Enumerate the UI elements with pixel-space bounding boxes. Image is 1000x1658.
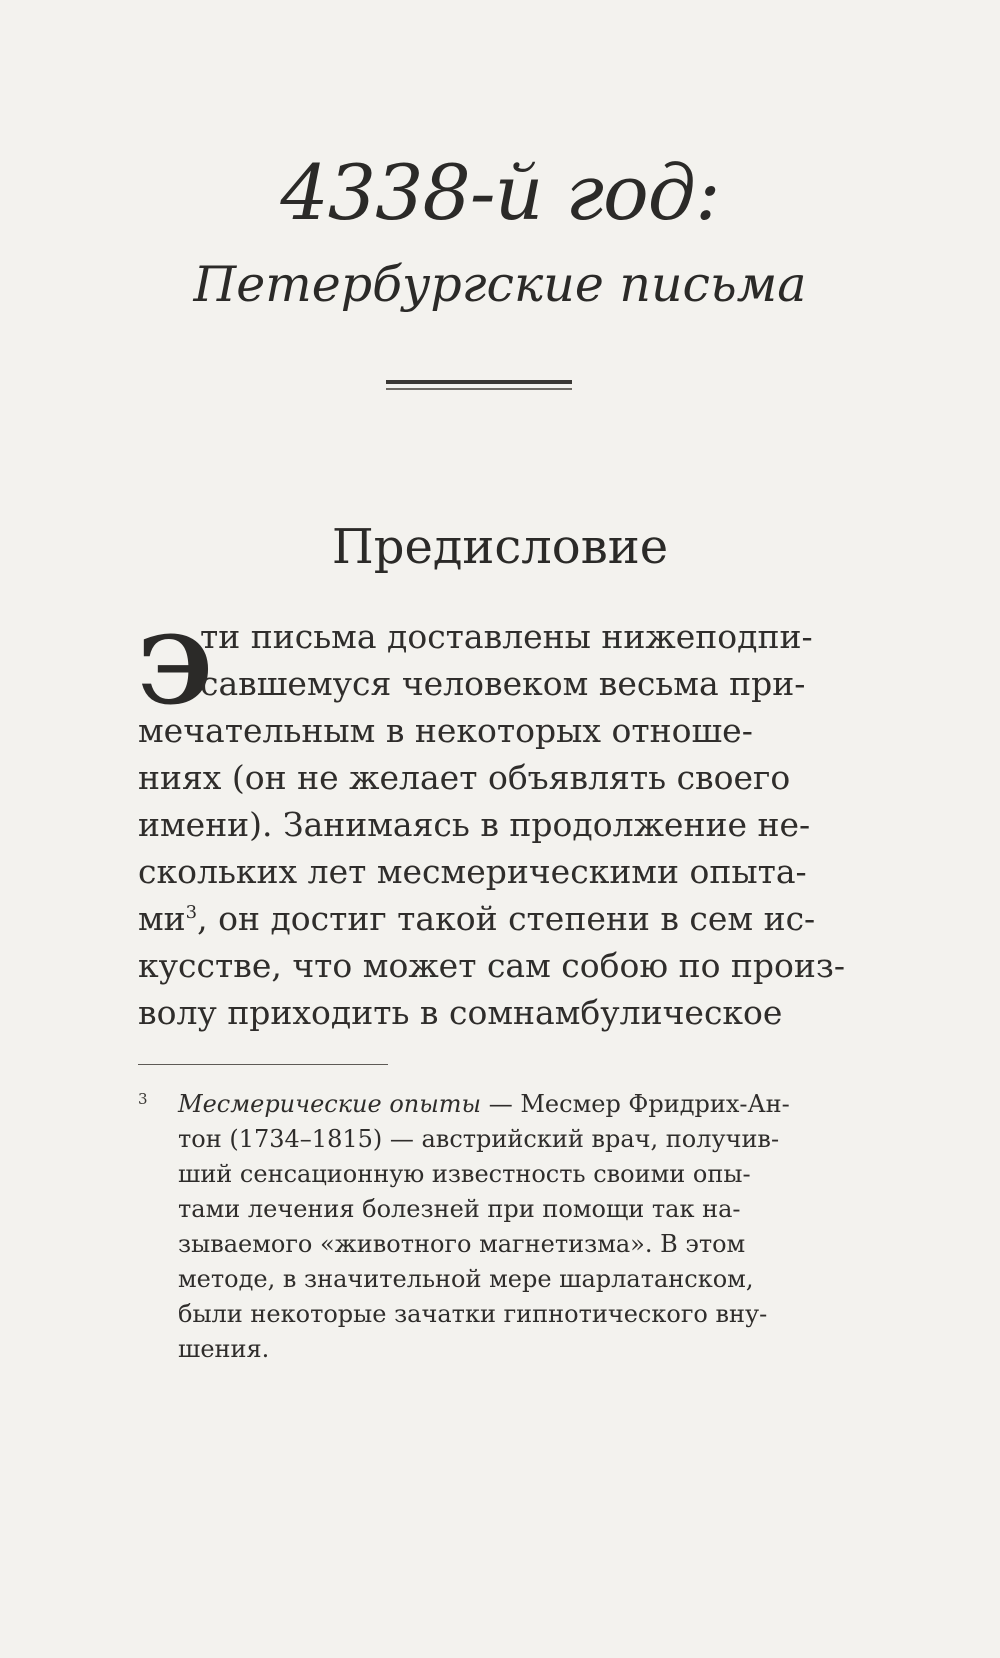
footnote-line-1 bbox=[178, 1092, 848, 1116]
body-line-2: савшемуся человеком весьма при- bbox=[200, 664, 806, 703]
section-heading: Предисловие bbox=[331, 519, 669, 575]
footnote-line-4: тами лечения болезней при помощи так на- bbox=[178, 1195, 741, 1223]
body-line-1: ти письма доставлены нижеподпи- bbox=[200, 617, 813, 656]
title-divider-top-line bbox=[386, 380, 572, 384]
footnote-term: Месмерические опыты bbox=[178, 1090, 482, 1118]
body-line-7-end: , он достиг такой степени в сем ис- bbox=[197, 899, 816, 938]
footnote-divider bbox=[138, 1064, 388, 1065]
footnote bbox=[138, 1092, 838, 1392]
footnote-number: 3 bbox=[138, 1090, 148, 1108]
footnote-line-7: были некоторые зачатки гипнотического вну- bbox=[178, 1300, 768, 1328]
body-line-5: имени). Занимаясь в продолжение не- bbox=[138, 805, 811, 844]
footnote-line-8: шения. bbox=[178, 1335, 270, 1363]
body-line-6: скольких лет месмерическими опыта- bbox=[138, 852, 807, 891]
title-divider-bottom-line bbox=[386, 388, 572, 390]
drop-cap: Э bbox=[138, 616, 213, 726]
footnote-line-2: тон (1734–1815) — австрийский врач, получив- bbox=[178, 1125, 780, 1153]
footnote-line-5: зываемого «животного магнетизма». В этом bbox=[178, 1230, 746, 1258]
body-line-9: волу приходить в сомнамбулическое bbox=[138, 993, 783, 1032]
title-divider bbox=[386, 380, 572, 392]
body-line-4: ниях (он не желает объявлять своего bbox=[138, 758, 791, 797]
body-line-3: мечательным в некоторых отноше- bbox=[138, 711, 753, 750]
body-line-7 bbox=[138, 899, 838, 938]
body-line-7-start: ми bbox=[138, 899, 186, 938]
footnote-line-3: ший сенсационную известность своими опы- bbox=[178, 1160, 751, 1188]
footnote-line-1-rest: — Месмер Фридрих-Ан- bbox=[481, 1090, 790, 1118]
chapter-subtitle: Петербургские письма bbox=[193, 256, 807, 313]
main-text bbox=[138, 616, 846, 1050]
chapter-title: 4338-й год: bbox=[280, 148, 720, 237]
footnote-line-6: методе, в значительной мере шарлатанском, bbox=[178, 1265, 754, 1293]
body-line-8: кусстве, что может сам собою по произ- bbox=[138, 946, 846, 985]
footnote-reference: 3 bbox=[185, 902, 198, 923]
